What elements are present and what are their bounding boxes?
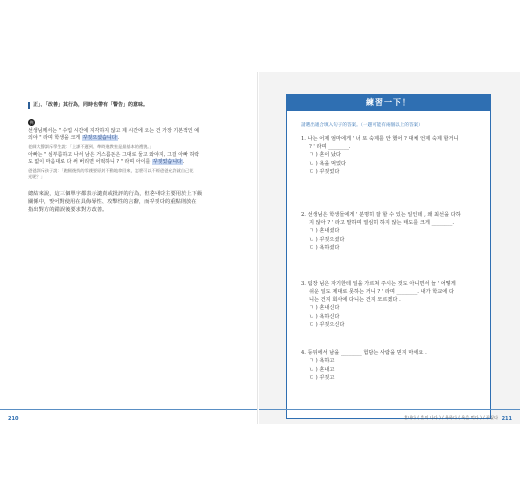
example-icon: 例 — [29, 120, 34, 125]
highlight-word: 꾸짖으셨습니다 — [82, 135, 117, 141]
left-page-footer — [0, 409, 257, 424]
example-2-ko: 아빠는 " 심부름하고 나서 남은 거스름돈은 그대로 둘고 와야지, 그걸 아빠 허락 도 없이 마음대로 다 써 버리면 어떡하니 ? " 라며 아이를 꾸짖었습니다. — [28, 152, 200, 165]
practice-instruction: 請選出適合填入句子的答案。（一題可能有兩個以上的答案） — [301, 123, 423, 128]
practice-box — [286, 94, 491, 419]
left-page-body — [28, 102, 233, 216]
summary-paragraph: 總結來說，這三個單字都表示譴責或批評的行為，但혼내다主要用於上下級 關係中，맞어對使用在具侮辱性、攻擊性的言辭，而꾸짖다的重點則放在 指出對方的錯誤後要求對方改善。 — [28, 191, 203, 213]
question-4: 4. 등뒤에서 남을 ________ 험담는 사람을 믿지 마세요 . ㄱ ) 욕하고 ㄴ ) 혼내고 ㄷ ) 꾸짖고 — [301, 349, 481, 383]
example-1-zh: 老師大聲訓斥學生說：「上課不遲到、準時進教室是最基本的禮貌。」 — [28, 144, 154, 149]
page-number-right: 211 — [501, 416, 512, 422]
option[interactable]: ㄴ ) 혼내고 — [309, 366, 335, 373]
question-1: 1. 나는 어제 엄마에게 ' 너 또 숙제를 안 했어 ? 대체 언제 숙제 할거니 ? ' 라며 ________. ㄱ ) 혼이 났다 ㄴ ) 욕을 먹었다 ㄷ ) 꾸짖었다 — [301, 135, 481, 177]
example-1-ko: 선생님께서는 " 수업 시간에 지각하지 않고 제 시간에 오는 건 가장 기본적인 예 의야 " 라며 학생을 크게 꾸짖으셨습니다. — [28, 128, 200, 141]
option[interactable]: ㄱ ) 혼이 났다 — [309, 152, 342, 158]
book-spread — [0, 72, 520, 424]
option[interactable]: ㄱ ) 혼내셨다 — [309, 228, 340, 234]
intro-line: 正」、「改善」其行為，同時也帶有「警告」的意味。 — [28, 102, 233, 109]
right-page-footer — [259, 409, 520, 424]
right-page — [259, 72, 520, 424]
option[interactable]: ㄷ ) 꾸짖고 — [309, 375, 335, 381]
option[interactable]: ㄴ ) 꾸짖으셨다 — [309, 236, 345, 243]
option[interactable]: ㄱ ) 욕하고 — [309, 358, 335, 364]
page-number-left: 210 — [8, 416, 19, 422]
left-page — [0, 72, 258, 424]
example-2-zh: 爸爸訓斥孩子說：「跑腿後找的零錢要原封不動地拿回來，怎麼可以不經爸爸允許就自己花 光呢？」 — [28, 168, 194, 179]
option[interactable]: ㄱ ) 혼내신다 — [309, 305, 340, 311]
question-3: 3. 팀장 님은 자기한테 일을 가르쳐 주시는 것도 아니면서 늘 ' 어떻게 쉬운 일도 제대로 못하는 거니 ? ' 라며 ________. 내가 학교에 다 니는 건지 회사에 다니는 건지 모르겠다 . ㄱ ) 혼내신다 ㄴ ) 욕하신다 ㄷ ) 꾸짖으신다 — [301, 280, 481, 330]
option[interactable]: ㄴ ) 욕하신다 — [309, 313, 340, 320]
option[interactable]: ㄴ ) 욕을 먹었다 — [309, 160, 347, 167]
option[interactable]: ㄷ ) 욕하셨다 — [309, 245, 340, 251]
running-head: 혼내다 ( 훈의 나다 ) / 욕하다 ( 욕을 먹다 ) / 꾸짖다 — [403, 415, 498, 420]
option[interactable]: ㄷ ) 꾸짖으신다 — [309, 322, 345, 328]
question-2: 2. 선생님은 학생들에게 ' 분명히 잘 할 수 있는 일인데 , 왜 최선을 다하 지 않아 ? ' 라고 말하며 열심히 하지 않는 태도를 크게 ________. ㄱ ) 혼내셨다 ㄴ ) 꾸짖으셨다 ㄷ ) 욕하셨다 — [301, 211, 481, 253]
option[interactable]: ㄷ ) 꾸짖었다 — [309, 169, 340, 175]
practice-title: 練習一下！ — [286, 94, 491, 111]
highlight-word: 꾸짖었습니다 — [152, 159, 182, 165]
